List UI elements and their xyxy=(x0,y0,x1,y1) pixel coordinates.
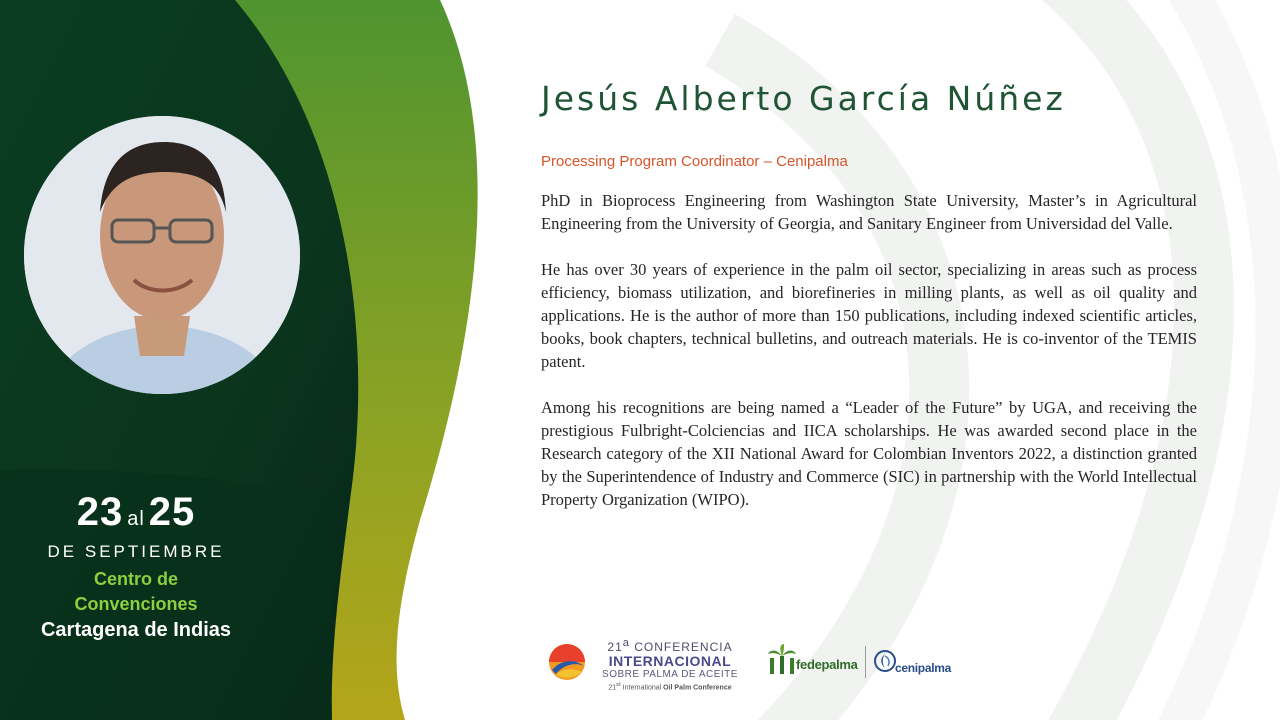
conference-emblem-icon xyxy=(546,642,588,682)
logo-divider xyxy=(865,646,866,678)
event-info xyxy=(0,488,272,643)
fedepalma-palm-icon xyxy=(768,644,796,676)
speaker-photo xyxy=(24,116,300,394)
venue-line1: Centro de xyxy=(93,569,178,589)
bio-paragraph: PhD in Bioprocess Engineering from Washington State University, Master’s in Agricultural Engineering from the University of Georgia, and Sanitary Engineer from Universidad del Valle. xyxy=(541,191,1197,233)
conf-line4-b: Oil Palm Conference xyxy=(663,684,732,692)
cenipalma-emblem-icon xyxy=(874,650,896,672)
partner-logos xyxy=(768,642,951,682)
event-city: Cartagena de Indias xyxy=(40,619,232,641)
conf-line3: SOBRE PALMA DE ACEITE xyxy=(602,669,738,680)
bio-paragraph: He has over 30 years of experience in the palm oil sector, specializing in areas such as process efficiency, biomass utilization, and biorefineries in milling plants, as well as oil quality and applications. He is the author of more than 150 publications, including indexed scientific articles, books, book chapters, technical bulletins, and outreach materials. He is co-inventor of the TEMIS patent. xyxy=(541,260,1197,371)
speaker-content xyxy=(541,76,1197,511)
conf-ordinal-suffix: a xyxy=(622,637,630,649)
date-end: 25 xyxy=(148,490,196,534)
speaker-name: Jesús Alberto García Núñez xyxy=(541,79,1066,118)
conference-logo xyxy=(546,634,746,692)
speaker-bio xyxy=(541,189,1197,511)
cenipalma-logo: cenipalma xyxy=(895,661,951,675)
event-month: DE SEPTIEMBRE xyxy=(47,542,225,561)
conf-line4-ordinal: 21 xyxy=(608,684,617,692)
conf-line1: CONFERENCIA xyxy=(634,640,733,654)
fedepalma-logo: fedepalma xyxy=(796,657,858,672)
speaker-role: Processing Program Coordinator – Cenipalma xyxy=(541,153,848,170)
bio-paragraph: Among his recognitions are being named a “Leader of the Future” by UGA, and receiving the prestigious Fulbright-Colciencias and IICA scholarships. He was awarded second place in the Research category of the XII National Award for Colombian Inventors 2022, a distinction granted by the Superintendence of Industry and Commerce (SIC) in partnership with the World Intellectual Property Organization (WIPO). xyxy=(541,398,1197,509)
conf-line4-suffix: st xyxy=(616,682,621,688)
venue-line2: Convenciones xyxy=(74,594,198,614)
conf-line2: INTERNACIONAL xyxy=(608,653,732,669)
date-connector: al xyxy=(127,508,145,530)
conf-line4-a: International xyxy=(622,684,662,692)
conf-ordinal: 21 xyxy=(607,640,623,654)
event-dates xyxy=(0,488,272,543)
date-start: 23 xyxy=(76,490,124,534)
